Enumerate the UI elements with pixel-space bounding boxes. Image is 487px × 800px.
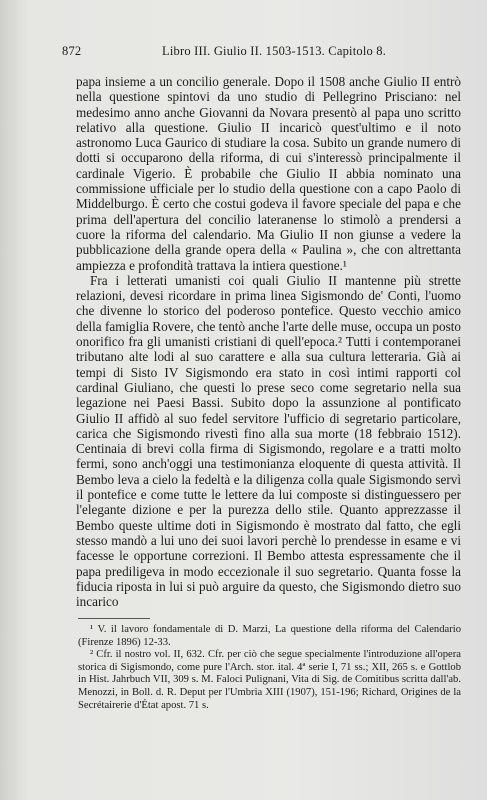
footnotes xyxy=(78,624,461,712)
footnote-2: ² Cfr. il nostro vol. II, 632. Cfr. per ciò che segue specialmente l'introduzione all'opera storica di Sigismondo, come pure l'Arch. stor. ital. 4ª serie I, 71 ss.; XII, 265 s. e Gottlob in Hist. Jahrbuch VII, 309 s. M. Faloci Pulignani, Vita di Sig. de Comitibus scritta dall'ab. Menozzi, in Boll. d. R. Deput per l'Umbria XIII (1907), 151-196; Richard, Origines de la Secrétairerie d'État apost. 71 s. xyxy=(78,649,461,711)
footnote-rule xyxy=(78,618,150,619)
page-header xyxy=(62,44,467,60)
running-head: Libro III. Giulio II. 1503-1513. Capitolo 8. xyxy=(162,44,387,58)
body-text xyxy=(76,74,461,609)
footnote-1: ¹ V. il lavoro fondamentale di D. Marzi, La questione della riforma del Calendario (Firenze 1896) 12-33. xyxy=(78,624,461,648)
paragraph-2: Fra i letterati umanisti coi quali Giulio II mantenne più strette relazioni, devesi ricordare in prima linea Sigismondo de' Conti, l'uomo che divenne lo storico del poderoso pontefice. Questo vecchio amico della famiglia Rovere, che tentò anche l'arte delle muse, occupa un posto onorifico fra gli umanisti cristiani di quell'epoca.² Tutti i contemporanei tributano alte lodi al suo carattere e alla sua cultura letteraria. Già ai tempi di Sisto IV Sigismondo era stato in così intimi rapporti col cardinal Giuliano, che questi lo prese seco come segretario nella sua legazione nei Paesi Bassi. Subito dopo la assunzione al pontificato Giulio II affidò al suo fedel servitore l'ufficio di segretario particolare, carica che Sigismondo rivestì fino alla sua morte (18 febbraio 1512). Centinaia di brevi colla firma di Sigismondo, regolare e a tratti molto fermi, sono anch'oggi una testimonianza eloquente di questa attività. Il Bembo leva a cielo la fedeltà e la diligenza colla quale Sigismondo servì il pontefice e come tutte le lettere da lui composte si distinguessero per l'elegante dizione e per la purezza dello stile. Quanto apprezzasse il Bembo queste ultime doti in Sigismondo è mostrato dal fatto, che egli stesso mandò a lui uno dei suoi lavori perchè lo prendesse in esame e vi facesse le opportune correzioni. Il Bembo attesta espressamente che il papa prediligeva in modo eccezionale il suo segretario. Quanta fosse la fiducia riposta in lui si può arguire da questo, che Sigismondo dietro suo incarico xyxy=(76,272,461,610)
page-number: 872 xyxy=(62,44,82,58)
paragraph-1: papa insieme a un concilio generale. Dopo il 1508 anche Giulio II entrò nella questione spintovi da uno studio di Pellegrino Prisciano: nel medesimo anno anche Giovanni da Novara presentò al papa uno scritto relativo alla questione. Giulio II incaricò quest'ultimo e il noto astronomo Luca Gaurico di studiare la cosa. Subito un grande numero di dotti si occuparono della riforma, di cui s'interessò principalmente il cardinale Vigerio. È probabile che Giulio II abbia nominato una commissione ufficiale per lo studio della questione con a capo Paolo di Middelburgo. È certo che costui godeva il favore speciale del papa e che prima dell'apertura del concilio lateranense lo stimolò a prendersi a cuore la riforma del calendario. Ma Giulio II non giunse a vedere la pubblicazione della grande opera della « Paulina », che con altrettanta ampiezza e profondità trattava la intiera questione.¹ xyxy=(76,74,461,273)
